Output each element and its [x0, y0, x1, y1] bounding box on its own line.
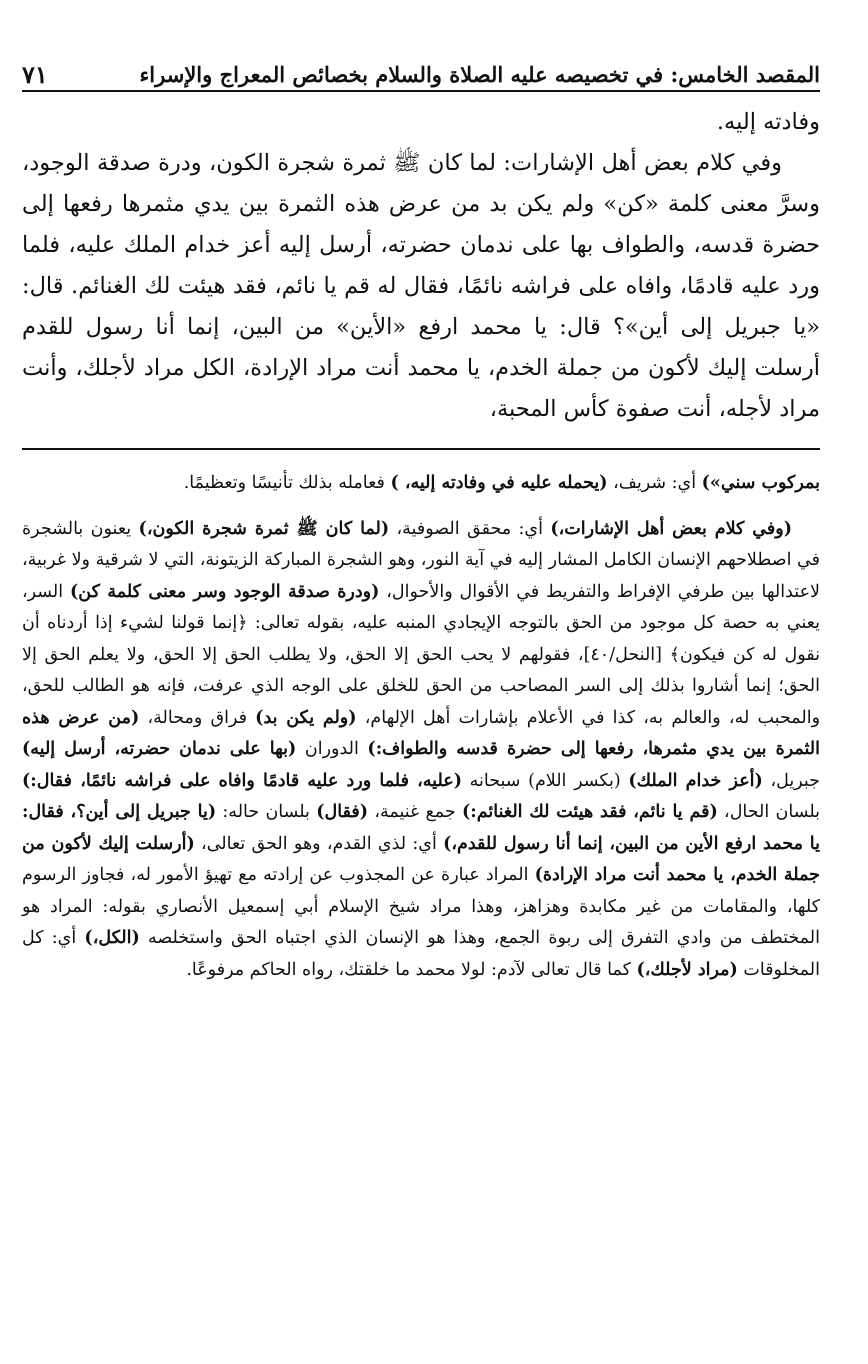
main-paragraph-2: وفي كلام بعض أهل الإشارات: لما كان ﷺ ثمرة شجرة الكون، ودرة صدقة الوجود، وسرَّ معنى كلمة «كن» ولم يكن بد من عرض هذه الثمرة بين يدي مثمرها رفعها إلى حضرة قدسه، والطواف بها على ندمان حضرته، أرسل إليه أعز خدام الملك عليه، فلما ورد عليه قادمًا، وافاه على فراشه نائمًا، فقال له قم يا نائم، فقد هيئت لك الغنائم. قال: «يا جبريل إلى أين»؟ قال: يا محمد ارفع «الأين» من البين، إنما أنا رسول للقدم أرسلت إليك لأكون من جملة الخدم، يا محمد أنت مراد الإرادة، الكل مراد لأجلك، وأنت مراد لأجله، أنت صفوة كأس المحبة،	[22, 150, 820, 422]
quoted-text: (بها على ندمان حضرته، أرسل إليه)	[22, 739, 297, 759]
quoted-text: (من عرض هذه الثمرة بين يدي مثمرها، رفعها إلى حضرة قدسه والطواف:)	[22, 707, 820, 759]
commentary	[22, 468, 820, 986]
commentary-text: فعامله بذلك تأنيسًا وتعظيمًا.	[183, 473, 391, 493]
commentary-text: بلسان الحال،	[717, 802, 820, 822]
book-page	[22, 48, 820, 986]
quoted-text: (أعز خدام الملك)	[628, 770, 763, 791]
quoted-text: (الكل،)	[84, 928, 140, 948]
commentary-text: المراد عبارة عن المجذوب عن إرادته مع تهيؤ الأمور له، فجاوز الرسوم كلها، والمقامات من غير مكابدة وهزاهز، وهذا مراد شيخ الإسلام أبي إسمعيل الأنصاري بقوله: المراد هو المختطف من وادي التفرق إلى ربوة الجمع، وهذا هو الإنسان الذي اجتباه الحق واستخلصه	[22, 865, 820, 948]
main-text	[22, 102, 820, 430]
page-number: ٧١	[22, 60, 48, 89]
quoted-text: (لما كان ﷺ ثمرة شجرة الكون،)	[138, 518, 390, 539]
commentary-text: أي: محقق الصوفية،	[389, 518, 551, 539]
commentary-text: يعنون بالشجرة في اصطلاحهم الإنسان الكامل المشار إليه في آية النور، وهو الشجرة المباركة الزيتونة، التي لا شرقية ولا غربية، لاعتدالها بين طرفي الإفراط والتفريط في الأقوال والأحوال،	[22, 518, 820, 602]
chapter-title: المقصد الخامس: في تخصيصه عليه الصلاة والسلام بخصائص المعراج والإسراء	[139, 62, 820, 87]
quoted-text: (فقال)	[316, 802, 369, 822]
commentary-text: أي: لذي القدم، وهو الحق تعالى،	[194, 833, 444, 854]
running-header	[22, 48, 820, 92]
commentary-text: جمع غنيمة،	[368, 802, 463, 822]
commentary-paragraph-2	[22, 514, 820, 987]
commentary-text: السر، يعني به حصة كل موجود من الحق بالتوجه الإيجادي المنبه عليه، بقوله تعالى: ﴿إنما قولنا لشيء إذا أردناه أن نقول له كن فيكون﴾ [النحل/٤٠]، فقولهم لا يحب الحق إلا الحق، ولا يطلب الحق إلا الحق، ولا يعلم الحق إلا الحق؛ إنما أشاروا بذلك إلى السر المصاحب من الحق للخلق على الوجه الذي عرفت، فإنه هو الطالب للحق، والمحبب له، والعالم به، كذا في الأعلام بإشارات أهل الإلهام،	[22, 581, 821, 728]
commentary-text: جبريل،	[762, 770, 820, 791]
quoted-text: (ودرة صدقة الوجود وسر معنى كلمة كن)	[70, 581, 380, 602]
quoted-text: (ولم يكن بد)	[255, 707, 357, 728]
quoted-text: (عليه، فلما ورد عليه قادمًا وافاه على فراشه نائمًا، فقال:)	[22, 770, 462, 791]
quoted-text: (أرسلت إليك لأكون من جملة الخدم، يا محمد أنت مراد الإرادة)	[22, 833, 820, 885]
quoted-text: (وفي كلام بعض أهل الإشارات،)	[550, 518, 792, 539]
quoted-text: (قم يا نائم، فقد هيئت لك الغنائم:)	[462, 802, 718, 822]
quoted-text: بمركوب سني»)	[701, 473, 820, 493]
commentary-text: (بكسر اللام) سبحانه	[461, 770, 629, 791]
commentary-text: أي: شريف،	[607, 473, 702, 493]
main-paragraph-1: وفادته إليه.	[716, 109, 820, 135]
commentary-text: أي: كل المخلوقات	[22, 928, 820, 980]
commentary-text: الدوران	[296, 739, 368, 759]
commentary-text: فراق ومحالة،	[139, 707, 256, 728]
quoted-text: (يا جبريل إلى أين؟، فقال: يا محمد ارفع الأين من البين، إنما أنا رسول للقدم،)	[22, 802, 821, 854]
commentary-text: بلسان حاله:	[216, 802, 317, 822]
quoted-text: (يحمله عليه في وفادته إليه، )	[390, 473, 608, 493]
commentary-text: كما قال تعالى لآدم: لولا محمد ما خلقتك، رواه الحاكم مرفوعًا.	[186, 959, 637, 980]
quoted-text: (مراد لأجلك،)	[636, 959, 738, 980]
footnote-divider	[22, 448, 820, 450]
commentary-paragraph-1	[22, 468, 820, 500]
